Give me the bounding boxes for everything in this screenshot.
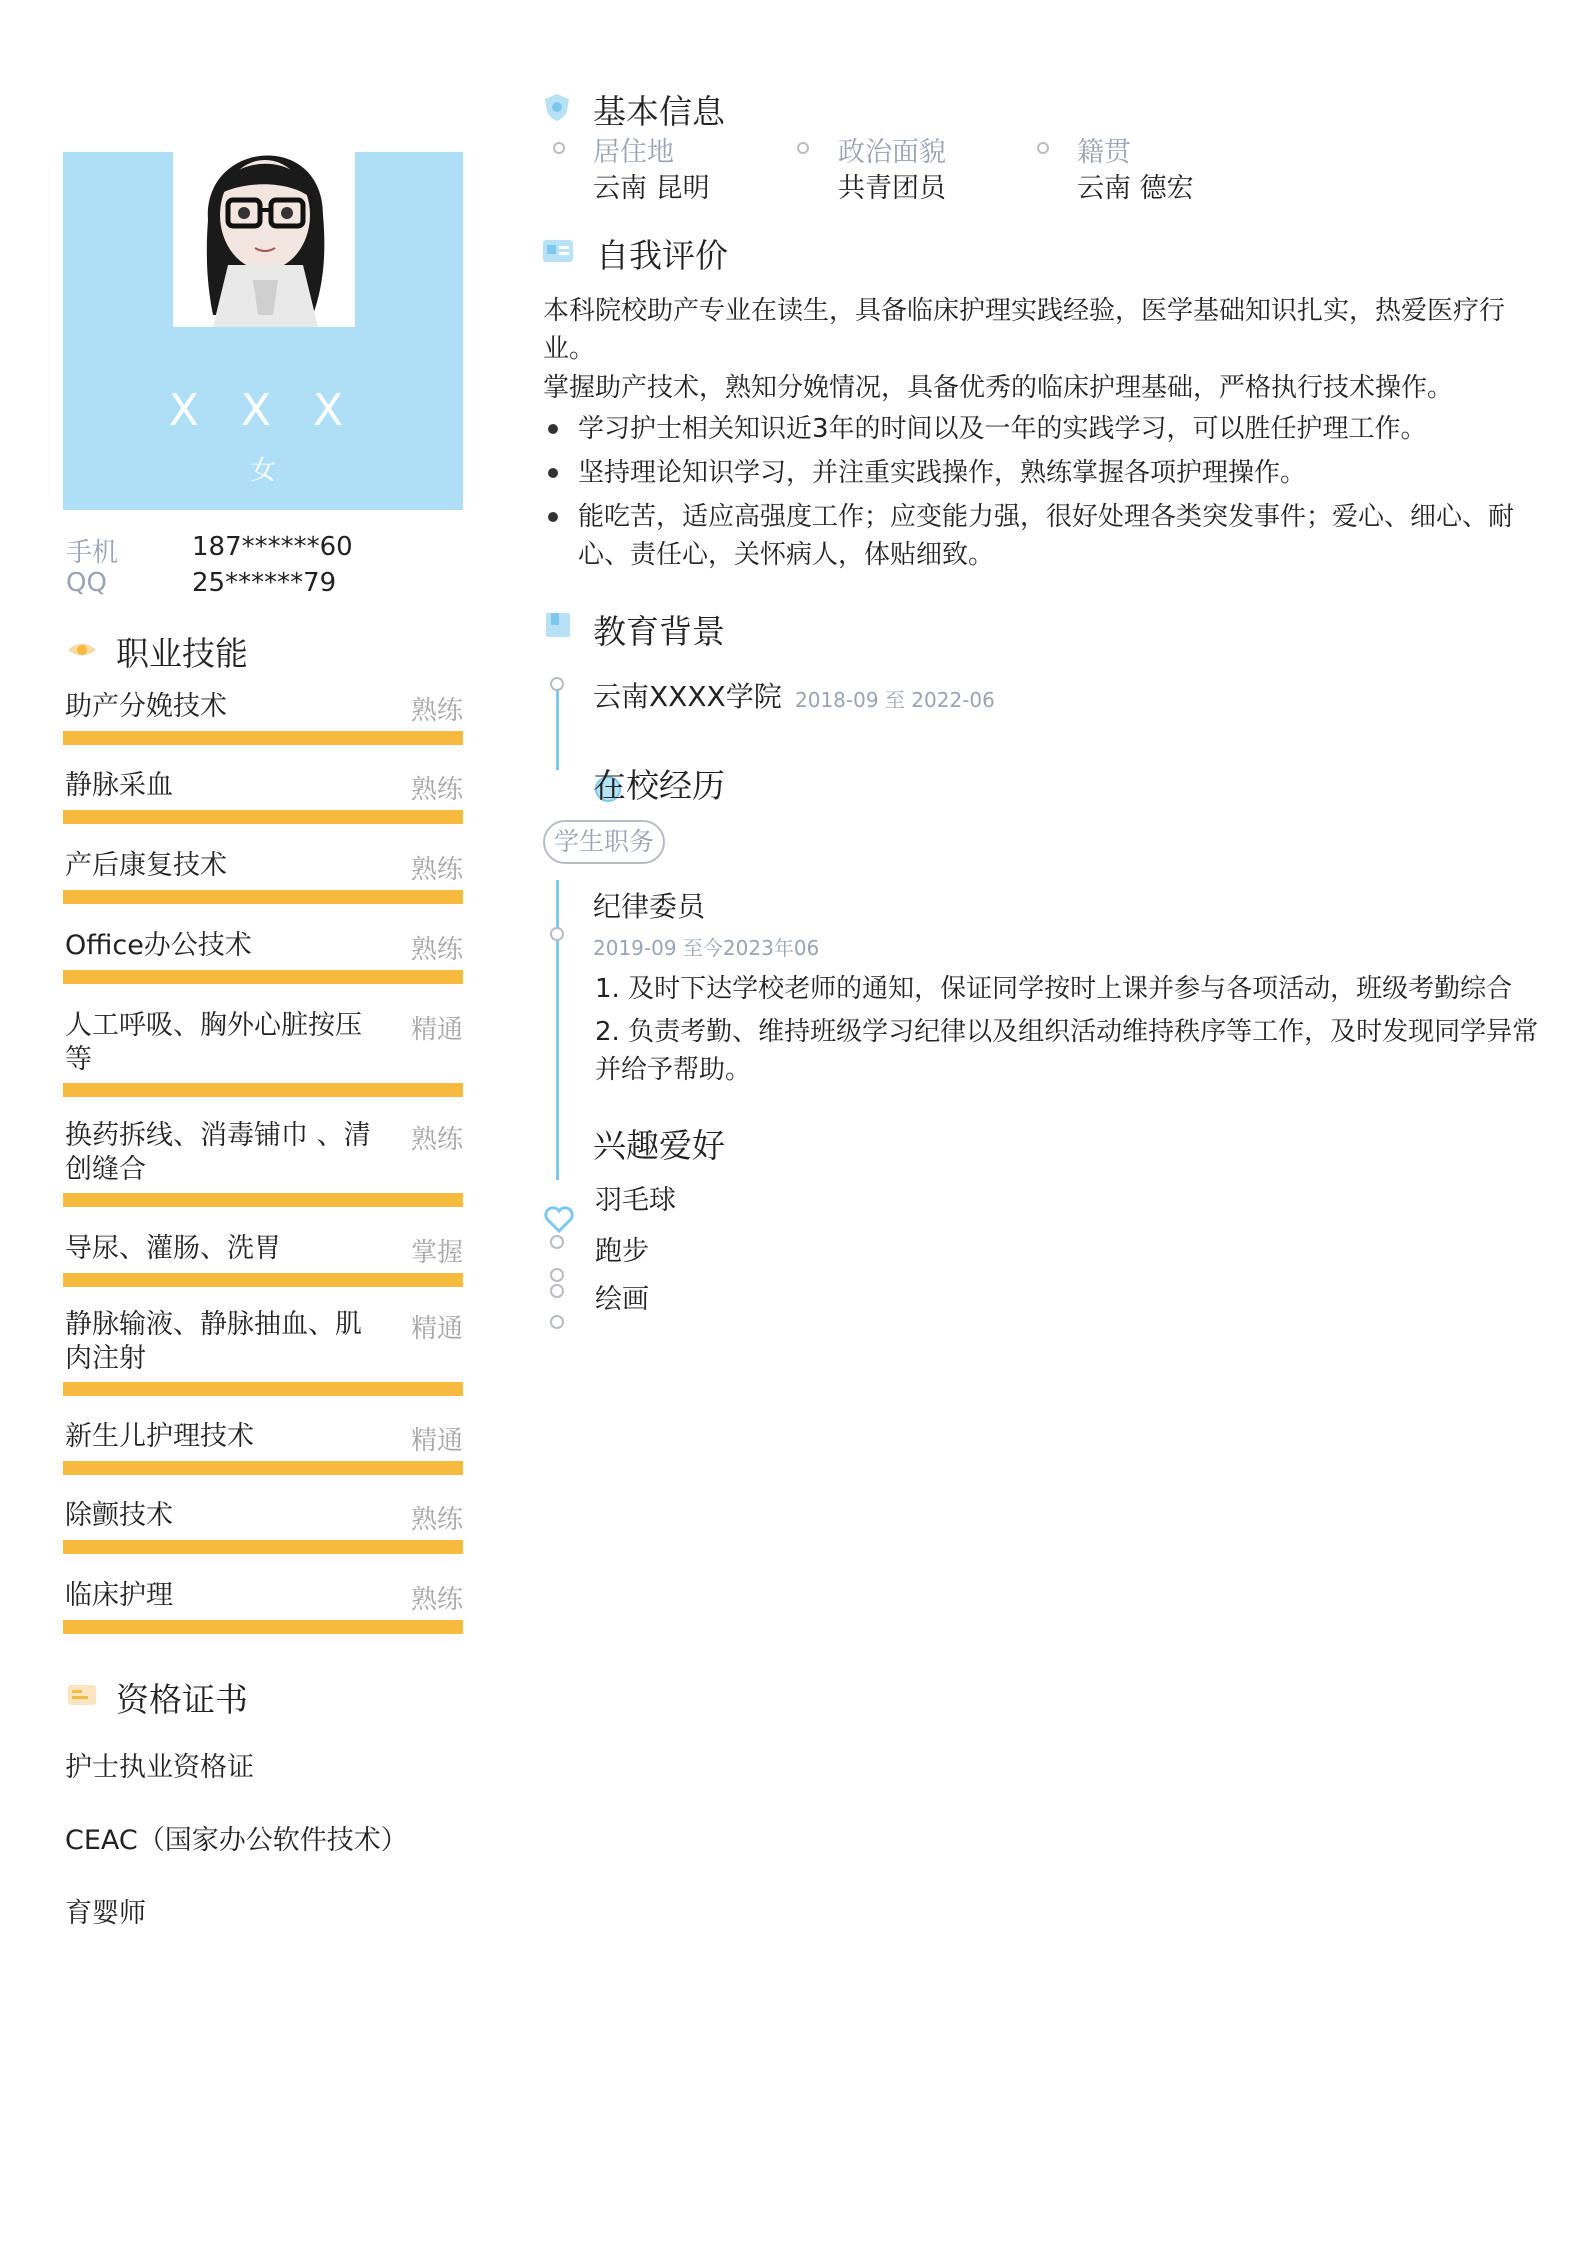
skill-level: 熟练 <box>410 1505 463 1535</box>
timeline-line <box>556 690 559 770</box>
skill-level: 精通 <box>410 1426 463 1456</box>
hobby-item: 绘画 <box>595 1284 649 1315</box>
skill-level: 熟练 <box>410 935 463 965</box>
skill-name: 换药拆线、消毒铺巾 、清创缝合 <box>65 1120 371 1185</box>
candidate-gender: 女 <box>249 456 276 486</box>
skill-bar <box>63 1273 463 1287</box>
skills-eye-icon <box>66 635 98 665</box>
hobbies-heart-icon <box>543 1205 575 1237</box>
qq-value: 25******79 <box>192 568 337 598</box>
skill-name: 静脉采血 <box>65 770 173 801</box>
bullet-dot <box>548 468 558 478</box>
skill-bar <box>63 731 463 745</box>
skill-bar <box>63 1620 463 1634</box>
skill-level: 精通 <box>410 1314 463 1344</box>
skill-level: 熟练 <box>410 1125 463 1155</box>
role-date: 2019-09 至今2023年06 <box>593 936 820 960</box>
certificate-item: 护士执业资格证 <box>65 1752 254 1783</box>
skill-bar <box>63 890 463 904</box>
info-bullet <box>797 142 809 154</box>
hobby-item: 跑步 <box>595 1236 649 1267</box>
residence-label: 居住地 <box>593 137 674 168</box>
hobby-item: 羽毛球 <box>595 1185 676 1216</box>
skill-level: 熟练 <box>410 775 463 805</box>
bullet-dot <box>548 512 558 522</box>
skill-bar <box>63 810 463 824</box>
hobbies-section-title: 兴趣爱好 <box>593 1126 725 1165</box>
self-evaluation-card-icon <box>541 236 573 266</box>
skill-name: 助产分娩技术 <box>65 691 227 722</box>
political-status-label: 政治面貌 <box>838 137 946 168</box>
basic-info-section-title: 基本信息 <box>593 92 725 131</box>
phone-label: 手机 <box>66 538 119 568</box>
duty-item: 2. 负责考勤、维持班级学习纪律以及组织活动维持秩序等工作，及时发现同学异常并给予帮助。 <box>595 1017 1539 1085</box>
self-evaluation-paragraph: 本科院校助产专业在读生，具备临床护理实践经验，医学基础知识扎实，热爱医疗行业。 <box>543 296 1506 364</box>
campus-experience-section-title: 在校经历 <box>593 766 725 805</box>
skill-bar <box>63 1540 463 1554</box>
skill-name: 静脉输液、静脉抽血、肌肉注射 <box>65 1309 362 1374</box>
skill-bar <box>63 970 463 984</box>
native-place-value: 云南 德宏 <box>1077 173 1194 204</box>
certificate-item: CEAC（国家办公软件技术） <box>65 1825 408 1856</box>
skills-section-title: 职业技能 <box>116 634 248 673</box>
avatar <box>173 100 355 327</box>
certificate-item: 育婴师 <box>65 1898 146 1929</box>
skill-name: 临床护理 <box>65 1580 173 1611</box>
info-bullet <box>1037 142 1049 154</box>
self-evaluation-bullet: 坚持理论知识学习，并注重实践操作，熟练掌握各项护理操作。 <box>578 458 1307 488</box>
residence-value: 云南 昆明 <box>593 173 710 204</box>
avatar-illustration <box>173 100 355 327</box>
school-name: 云南XXXX学院 <box>593 680 782 713</box>
skill-bar <box>63 1382 463 1396</box>
timeline-line <box>556 880 559 1180</box>
skill-level: 熟练 <box>410 696 463 726</box>
hobby-dot <box>550 1268 564 1282</box>
certificates-section-title: 资格证书 <box>116 1680 248 1719</box>
self-evaluation-bullet: 学习护士相关知识近3年的时间以及一年的实践学习，可以胜任护理工作。 <box>578 414 1427 444</box>
skill-bar <box>63 1193 463 1207</box>
education-date: 2018-09 至 2022-06 <box>795 688 995 712</box>
duty-item: 1. 及时下达学校老师的通知，保证同学按时上课并参与各项活动，班级考勤综合 <box>595 974 1513 1004</box>
skill-name: 新生儿护理技术 <box>65 1421 254 1452</box>
education-book-icon <box>543 610 575 640</box>
skill-bar <box>63 1083 463 1097</box>
info-bullet <box>553 142 565 154</box>
candidate-name: X X X <box>168 385 358 436</box>
hobby-dot <box>550 1235 564 1249</box>
self-evaluation-section-title: 自我评价 <box>596 236 728 275</box>
student-position-tag: 学生职务 <box>543 820 665 864</box>
native-place-label: 籍贯 <box>1077 137 1131 168</box>
hobby-dot <box>550 1315 564 1329</box>
skill-name: 产后康复技术 <box>65 850 227 881</box>
skill-name: Office办公技术 <box>65 930 252 961</box>
timeline-dot <box>550 677 564 691</box>
certificate-card-icon <box>66 1680 98 1710</box>
bullet-dot <box>548 424 558 434</box>
skill-bar <box>63 1461 463 1475</box>
education-section-title: 教育背景 <box>593 612 725 651</box>
hobby-dot <box>550 1284 564 1298</box>
self-evaluation-bullet: 能吃苦，适应高强度工作；应变能力强，很好处理各类突发事件；爱心、细心、耐心、责任心，关怀病人，体贴细致。 <box>578 502 1515 570</box>
skill-level: 熟练 <box>410 855 463 885</box>
phone-value: 187******60 <box>192 532 353 562</box>
skill-name: 导尿、灌肠、洗胃 <box>65 1233 281 1264</box>
skill-level: 熟练 <box>410 1585 463 1615</box>
qq-label: QQ <box>66 568 107 598</box>
political-status-value: 共青团员 <box>838 173 946 204</box>
skill-name: 人工呼吸、胸外心脏按压等 <box>65 1010 362 1075</box>
basic-info-shield-icon <box>541 92 573 122</box>
self-evaluation-paragraph: 掌握助产技术，熟知分娩情况，具备优秀的临床护理基础，严格执行技术操作。 <box>543 373 1454 403</box>
timeline-dot <box>550 927 564 941</box>
skill-level: 精通 <box>410 1015 463 1045</box>
role-title: 纪律委员 <box>593 890 706 923</box>
skill-name: 除颤技术 <box>65 1500 173 1531</box>
skill-level: 掌握 <box>410 1238 463 1268</box>
